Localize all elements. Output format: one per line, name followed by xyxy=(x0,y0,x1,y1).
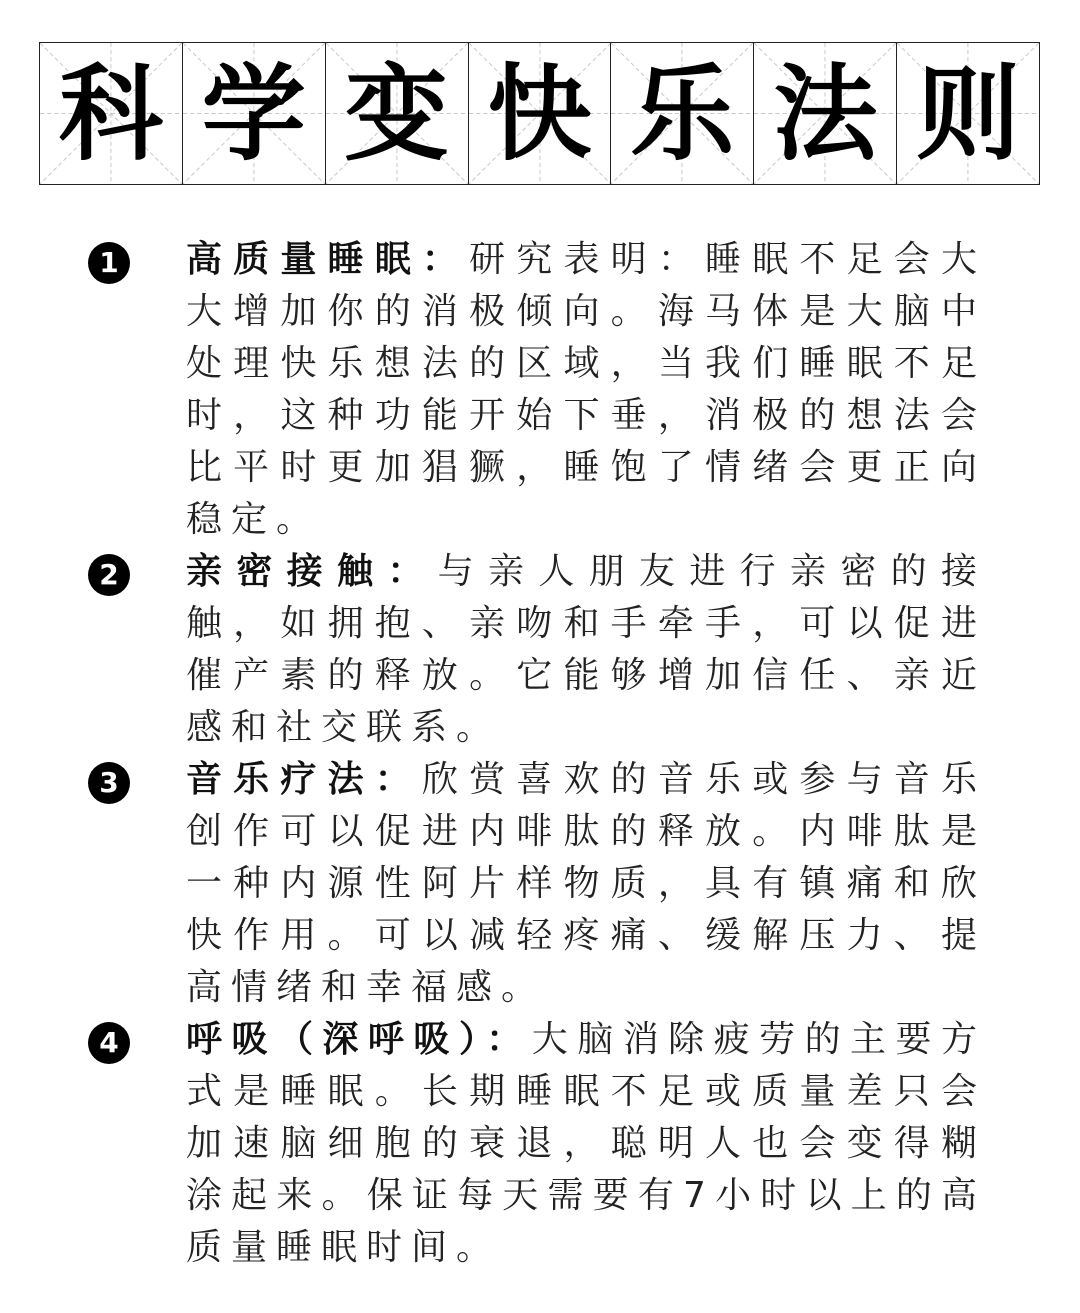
title-cell xyxy=(40,43,183,184)
title-char: 变 xyxy=(344,52,449,175)
title-cell xyxy=(469,43,612,184)
title-cell xyxy=(754,43,897,184)
title-char: 学 xyxy=(201,52,306,175)
item-body: 与亲人朋友进行亲密的接触，如拥抱、亲吻和手牵手，可以促进催产素的释放。它能够增加信任、亲近感和社交联系。 xyxy=(186,551,986,748)
title-char: 科 xyxy=(58,52,163,175)
item-heading: 音乐疗法： xyxy=(186,759,422,800)
title-char: 则 xyxy=(916,52,1021,175)
item-heading: 亲密接触： xyxy=(186,551,438,592)
item-body: 欣赏喜欢的音乐或参与音乐创作可以促进内啡肽的释放。内啡肽是一种内源性阿片样物质，具有镇痛和欣快作用。可以减轻疼痛、缓解压力、提高情绪和幸福感。 xyxy=(186,759,986,1008)
item-paragraph xyxy=(186,234,986,546)
title-cell xyxy=(611,43,754,184)
title-char: 乐 xyxy=(630,52,735,175)
number-badge: 2 xyxy=(88,554,130,596)
item-paragraph xyxy=(186,754,986,1014)
item-body: 研究表明：睡眠不足会大大增加你的消极倾向。海马体是大脑中处理快乐想法的区域，当我们睡眠不足时，这种功能开始下垂，消极的想法会比平时更加猖獗，睡饱了情绪会更正向稳定。 xyxy=(186,239,986,540)
item-body: 大脑消除疲劳的主要方式是睡眠。长期睡眠不足或质量差只会加速脑细胞的衰退，聪明人也会变得糊涂起来。保证每天需要有7小时以上的高质量睡眠时间。 xyxy=(186,1019,986,1268)
title-grid xyxy=(39,42,1040,185)
item-paragraph xyxy=(186,1014,986,1274)
number-badge: 1 xyxy=(88,242,130,284)
title-cell xyxy=(326,43,469,184)
number-badge: 4 xyxy=(88,1022,130,1064)
title-char: 法 xyxy=(773,52,878,175)
number-badge: 3 xyxy=(88,762,130,804)
item-paragraph xyxy=(186,546,986,754)
title-char: 快 xyxy=(487,52,592,175)
title-cell xyxy=(183,43,326,184)
item-heading: 呼吸（深呼吸）： xyxy=(186,1019,532,1060)
item-heading: 高质量睡眠： xyxy=(186,239,470,280)
title-cell xyxy=(897,43,1039,184)
